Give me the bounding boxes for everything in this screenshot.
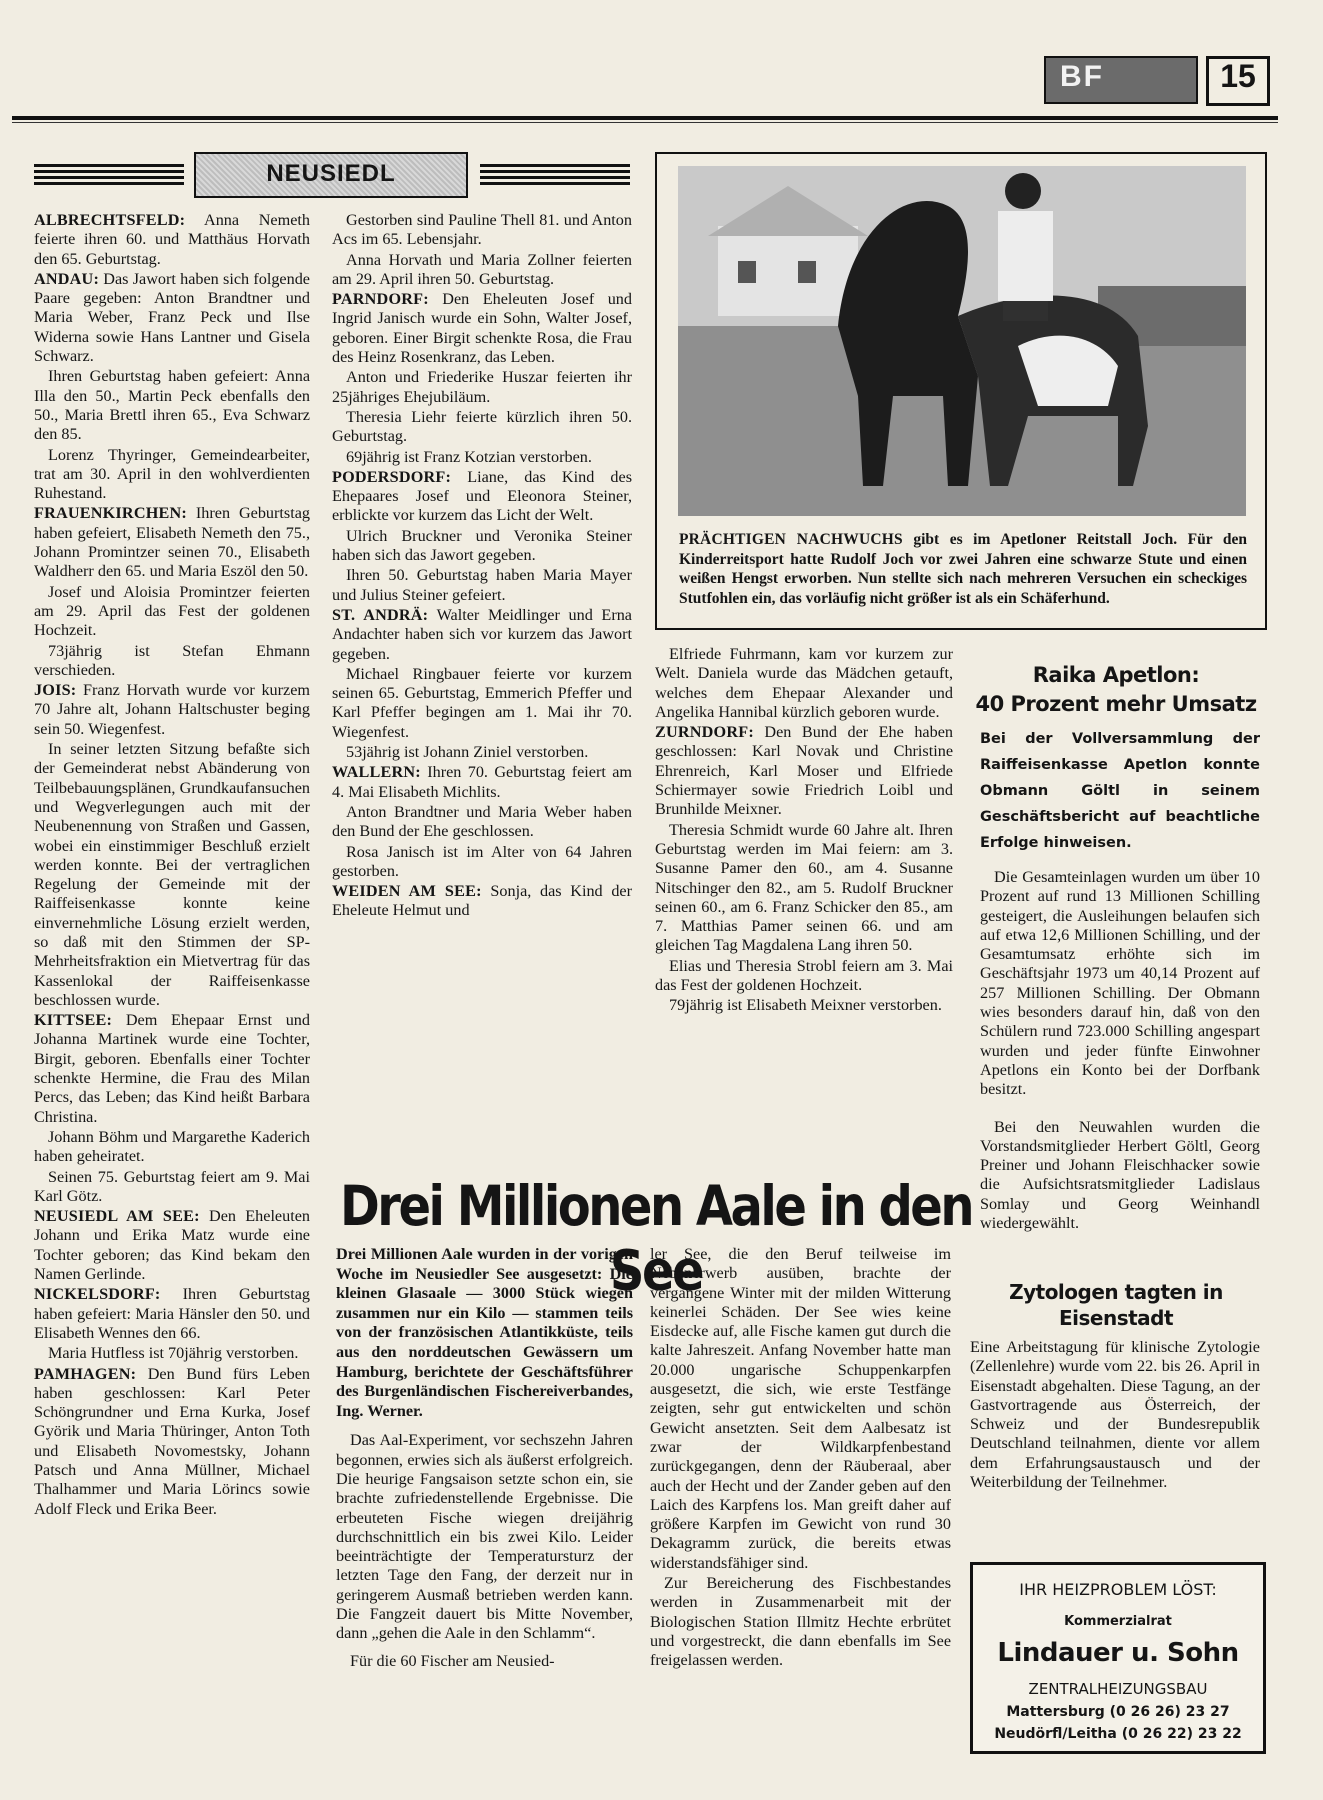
news-item (34, 681, 310, 739)
news-item (655, 723, 953, 819)
news-item (34, 1207, 310, 1284)
raika-paragraph: Die Gesamteinlagen wurden um über 10 Prozent auf rund 13 Millionen Schilling gesteigert, die Ausleihungen belaufen sich auf etwa 12,6 Millionen Schilling, und der Gesamtumsatz erhöhte sich im Geschäftsjahr 1973 um 40,14 Prozent auf 257 Millionen Schilling. Der Obmann wies besonders darauf hin, daß von den Schülern rund 723.000 Schilling angespart wurden und jeder fünfte Einwohner Apetlons ein Konto bei der Dorfbank besitzt. (980, 868, 1260, 1099)
place-name: ALBRECHTSFELD: (34, 211, 186, 229)
news-text: Den Eheleuten Josef und Ingrid Janisch wurde ein Sohn, Walter Josef, geboren. Einer Birgit schenkte Rosa, die Frau des Heinz Rosenkranz, das Leben. (332, 290, 632, 367)
header-rule-thin (12, 122, 1278, 123)
stripe-right (480, 164, 630, 186)
news-item (332, 606, 632, 664)
news-item (332, 408, 632, 447)
place-name: FRAUENKIRCHEN: (34, 504, 187, 523)
news-text: Franz Horvath wurde vor kurzem 70 Jahre alt, Johann Haltschuster beging sein 50. Wiegenfest. (34, 681, 310, 738)
news-text: Ihren 70. Geburtstag feiert am 4. Mai Elisabeth Michlits. (332, 763, 632, 801)
place-name: ANDAU: (34, 269, 100, 288)
news-item (34, 1011, 310, 1127)
news-item (332, 665, 632, 742)
ad-tagline: IHR HEIZPROBLEM LÖST: (1019, 1580, 1217, 1599)
horse-photo (678, 166, 1246, 516)
news-item (34, 367, 310, 444)
news-item (332, 290, 632, 367)
news-text: 69jährig ist Franz Kotzian verstorben. (346, 447, 592, 466)
news-text: Anna Horvath und Maria Zollner feierten am 29. April ihren 50. Geburtstag. (332, 250, 632, 288)
news-item (655, 996, 953, 1015)
raika-lead: Bei der Vollversammlung der Raiffeisenkasse Apetlon konnte Obmann Göltl in seinem Geschäftsbericht auf beachtliche Erfolge hinweisen. (980, 731, 1260, 851)
column-3 (655, 645, 953, 1017)
place-name: JOIS: (34, 681, 77, 700)
news-text: Ihren 50. Geburtstag haben Maria Mayer und Julius Steiner gefeiert. (332, 566, 632, 604)
news-item (655, 821, 953, 956)
place-name: WEIDEN AM SEE: (332, 882, 482, 901)
aale-left-paragraph: Das Aal-Experiment, vor sechszehn Jahren begonnen, erwies sich als äußerst erfolgreich. Die heurige Fangsaison setzte schon ein, sie brachte zufriedenstellende Ergebnisse. Die erbeuteten Fische wiegen dreijährig durchschnittlich ein bis zwei Kilo. Leider beeinträchtigte der Temperatursturz der letzten Tage den Fang, der derzeit nur in geringerem Ausmaß betrieben werden kann. Die Fangzeit dauert bis Mitte November, dann „gehen die Aale in den Schlamm“. (336, 1431, 633, 1643)
zytologen-paragraph: Eine Arbeitstagung für klinische Zytologie (Zellenlehre) wurde vom 22. bis 26. April in Eisenstadt abgehalten. Diese Tagung, an der Gastvortragende aus Österreich, der Schweiz und der Bundesrepublik Deutschland teilnahmen, diente vor allem dem Erfahrungsaustausch und der Weiterbildung der Teilnehmer. (970, 1338, 1260, 1492)
news-text: Anton Brandtner und Maria Weber haben den Bund der Ehe geschlossen. (332, 802, 632, 841)
news-item (332, 743, 632, 762)
news-text: Michael Ringbauer feierte vor kurzem seinen 65. Geburtstag, Emmerich Pfeffer und Karl Pfeffer begingen am 1. Mai ihr 70. Wiegenfest. (332, 664, 632, 741)
zytologen-headline-1: Zytologen tagten in (1009, 1280, 1223, 1304)
column-2 (332, 211, 632, 922)
caption-text: gibt es im Apetloner Reitstall Joch. Für den Kinderreitsport hatte Rudolf Joch vor zwei Jahren eine schwarze Stute und einen weißen Hengst erworben. Nun stellte sich nach mehreren Versuchen ein scheckiges Stutfohlen ein, das vorläufig nicht größer ist als ein Schäferhund. (679, 531, 1248, 607)
news-text: Johann Böhm und Margarethe Kaderich haben geheiratet. (34, 1127, 310, 1166)
place-name: PODERSDORF: (332, 467, 452, 486)
news-text: Das Jawort haben sich folgende Paare gegeben: Anton Brandtner und Maria Weber, Franz Peck und Ilse Widerna sowie Hans Lantner und Gisela Schwarz. (34, 269, 310, 366)
header-rule (12, 116, 1278, 120)
news-text: Ihren Geburtstag haben gefeiert, Elisabeth Nemeth den 75., Johann Promintzer seinen 70., Elisabeth Waldherr den 65. und Maria Eszöl den 50. (34, 504, 310, 581)
news-text: 53jährig ist Johann Ziniel verstorben. (346, 743, 589, 762)
place-name: NEUSIEDL AM SEE: (34, 1207, 200, 1226)
aale-headline: Drei Millionen Aale in den See (339, 1174, 973, 1304)
raika-headline-1: Raika Apetlon: (1032, 663, 1200, 687)
news-item (34, 211, 310, 269)
photo-caption (679, 530, 1247, 608)
news-text: Lorenz Thyringer, Gemeindearbeiter, trat am 30. April in den wohlverdienten Ruhestand. (34, 445, 310, 503)
caption-lead: PRÄCHTIGEN NACHWUCHS (679, 531, 903, 548)
horse-photo-illustration (678, 166, 1246, 516)
news-item (34, 446, 310, 504)
news-item (332, 448, 632, 467)
news-item (332, 468, 632, 526)
news-item (34, 1285, 310, 1343)
news-text: Theresia Liehr feierte kürzlich ihren 50. Geburtstag. (332, 407, 632, 446)
news-item (655, 645, 953, 722)
news-item (34, 583, 310, 641)
news-text: Ihren Geburtstag haben gefeiert: Anna Illa den 50., Martin Peck ebenfalls den 50., Maria Brettl ihren 65., Eva Schwarz den 85. (34, 367, 310, 444)
news-item (34, 1168, 310, 1207)
news-text: Anna Nemeth feierte ihren 60. und Matthäus Horvath den 65. Geburtstag. (34, 211, 310, 268)
news-item (332, 763, 632, 802)
place-name: NICKELSDORF: (34, 1285, 161, 1304)
zytologen-headline-2: Eisenstadt (1058, 1306, 1174, 1330)
column-1 (34, 211, 310, 1520)
news-text: Maria Hutfless ist 70jährig verstorben. (48, 1344, 299, 1363)
aale-left-paragraph: Für die 60 Fischer am Neusied- (350, 1651, 555, 1670)
news-text: Den Bund fürs Leben haben geschlossen: Karl Peter Schöngrundner und Erna Kurka, Josef Györik und Maria Thüringer, Anton Toth und Elisabeth Novomestsky, Johann Patsch und Anna Müllner, Michael Thalhammer und Maria Lörincs sowie Adolf Fleck und Erika Beer. (34, 1364, 310, 1518)
news-text: Theresia Schmidt wurde 60 Jahre alt. Ihren Geburtstag werden im Mai feiern: am 3. Susanne Pamer den 60., am 4. Susanne Nitschinger den 82., am 5. Rudolf Bruckner seinen 60., am 6. Franz Schicker den 85., am 7. Matthias Pamer seinen 66. und am gleichen Tag Magdalena Lang ihren 50. (655, 820, 953, 955)
aale-lead: Drei Millionen Aale wurden in der vorigen Woche im Neusiedler See ausgesetzt: Die kleinen Glasaale — 3000 Stück wiegen zusammen nur ein Kilo — stammen teils von der französischen Atlantikküste, teils aus den norddeutschen Gewässern um Hamburg, berichtete der Geschäftsführer des Burgenländischen Fischereiverbandes, Ing. Werner. (336, 1245, 633, 1420)
page-number: 15 (1220, 58, 1256, 94)
news-item (34, 1344, 310, 1363)
news-item (655, 957, 953, 996)
news-text: Elias und Theresia Strobl feiern am 3. Mai das Fest der goldenen Hochzeit. (655, 956, 953, 995)
place-name: ST. ANDRÄ: (332, 605, 429, 624)
news-item (332, 803, 632, 842)
aale-left-column (336, 1245, 633, 1672)
ad-phone-2: Neudörfl/Leitha (0 26 22) 23 22 (994, 1726, 1242, 1742)
news-text: Den Bund der Ehe haben geschlossen: Karl Novak und Christine Ehrenreich, Karl Moser und Elfriede Schiermayer sowie Friedrich Loibl und Brunhilde Meixner. (655, 723, 953, 819)
aale-right-paragraph: ler See, die den Beruf teilweise im Nebenerwerb ausüben, brachte der vergangene Winter mit der milden Witterung keinerlei Schäden. Der See wies keine Eisdecke auf, alle Fische kamen gut durch die kalte Jahreszeit. Anfang November hatte man 20.000 ungarische Schuppenkarpfen ausgesetzt, die sich, wie erste Testfänge zeigten, sehr gut entwickelten und schön Gewicht ansetzten. Seit dem Aalbesatz ist zwar der Wildkarpfenbestand zurückgegangen, denn der Räuberaal, aber auch der Hecht und der Zander geben auf den Laich des Karpfens los. Man greift daher auf größere Karpfen im Gewicht von rund 30 Dekagramm zurück, die bereits etwas widerstandsfähiger sind. (650, 1245, 951, 1572)
ad-company: Lindauer u. Sohn (997, 1638, 1239, 1668)
news-item (34, 740, 310, 1010)
section-title: NEUSIEDL (266, 160, 396, 187)
ad-phone-1: Mattersburg (0 26 26) 23 27 (1006, 1704, 1230, 1720)
news-item (34, 504, 310, 581)
news-text: Ihren Geburtstag haben gefeiert: Maria Hänsler den 50. und Elisabeth Wennes den 66. (34, 1285, 310, 1342)
news-item (332, 882, 632, 921)
place-name: ZURNDORF: (655, 723, 754, 742)
news-item (332, 527, 632, 566)
news-text: Ulrich Bruckner und Veronika Steiner haben sich das Jawort gegeben. (332, 526, 632, 565)
ad-title: Kommerzialrat (1064, 1614, 1172, 1629)
news-text: Liane, das Kind des Ehepaares Josef und Eleonora Steiner, erblickte vor kurzem das Licht der Welt. (332, 467, 632, 525)
raika-headline-2: 40 Prozent mehr Umsatz (975, 692, 1257, 716)
zytologen-body (970, 1338, 1260, 1493)
news-item (332, 368, 632, 407)
news-text: 73jährig ist Stefan Ehmann verschieden. (34, 641, 310, 679)
raika-paragraph: Bei den Neuwahlen wurden die Vorstandsmitglieder Herbert Göltl, Georg Preiner und Johann Fleischhacker sowie die Aufsichtsratsmitglieder Ladislaus Somlay und Georg Weinhandl wiedergewählt. (980, 1117, 1260, 1233)
news-item (34, 1128, 310, 1167)
place-name: PAMHAGEN: (34, 1364, 137, 1383)
news-text: Anton und Friederike Huszar feierten ihr 25jähriges Ehejubiläum. (332, 368, 632, 406)
ad-trade: ZENTRALHEIZUNGSBAU (1028, 1680, 1208, 1698)
news-text: Rosa Janisch ist im Alter von 64 Jahren gestorben. (332, 842, 632, 880)
aale-right-column (650, 1245, 951, 1672)
aale-right-paragraph: Zur Bereicherung des Fischbestandes werden in Zusammenarbeit mit der Biologischen Station Illmitz Hechte erbrütet und vorgestreckt, die dann ebenfalls im See freigelassen werden. (650, 1574, 951, 1670)
news-text: Dem Ehepaar Ernst und Johanna Martinek wurde eine Tochter, Birgit, geboren. Ebenfalls einer Tochter schenkte Hermine, die Frau des Milan Percs, das Leben; das Kind heißt Barbara Christina. (34, 1011, 310, 1126)
news-item (332, 566, 632, 605)
news-text: Elfriede Fuhrmann, kam vor kurzem zur Welt. Daniela wurde das Mädchen getauft, welches dem Ehepaar Alexander und Angelika Hannibal kürzlich geboren wurde. (655, 645, 953, 721)
news-text: Walter Meidlinger und Erna Andachter haben sich vor kurzem das Jawort gegeben. (332, 605, 632, 663)
news-text: In seiner letzten Sitzung befaßte sich der Gemeinderat nebst Abänderung von Teilbebauungsplänen, Grundkaufansuchen und Wegverlegungen auch mit der Neubenennung von Straßen und Gassen, wobei ein einstimmiger Beschluß erzielt werden konnte. Bei der vertraglichen Regelung der Gemeinde mit der Raiffeisenkasse konnte keine einvernehmliche Lösung erzielt werden, so daß mit den Stimmen der SP-Mehrheitsfraktion ein Mietvertrag für das Kassenlokal der Raiffeisenkasse beschlossen wurde. (34, 740, 310, 1009)
raika-body (980, 726, 1260, 1234)
news-item (34, 642, 310, 681)
news-text: Seinen 75. Geburtstag feiert am 9. Mai Karl Götz. (34, 1167, 310, 1205)
news-item (332, 251, 632, 290)
news-text: Den Eheleuten Johann und Erika Matz wurde eine Tochter geboren; das Kind bekam den Namen Gerlinde. (34, 1207, 310, 1284)
stripe-left (34, 164, 184, 186)
news-text: Josef und Aloisia Promintzer feierten am 29. April das Fest der goldenen Hochzeit. (34, 582, 310, 640)
news-text: Sonja, das Kind der Eheleute Helmut und (332, 882, 632, 920)
news-text: 79jährig ist Elisabeth Meixner verstorben. (669, 996, 942, 1015)
news-item (34, 1365, 310, 1519)
place-name: WALLERN: (332, 763, 421, 782)
news-item (332, 211, 632, 250)
news-item (34, 270, 310, 366)
place-name: KITTSEE: (34, 1011, 113, 1030)
section-label: BF (1060, 60, 1104, 93)
place-name: PARNDORF: (332, 290, 429, 309)
news-item (332, 843, 632, 882)
news-text: Gestorben sind Pauline Thell 81. und Anton Acs im 65. Lebensjahr. (332, 211, 632, 249)
